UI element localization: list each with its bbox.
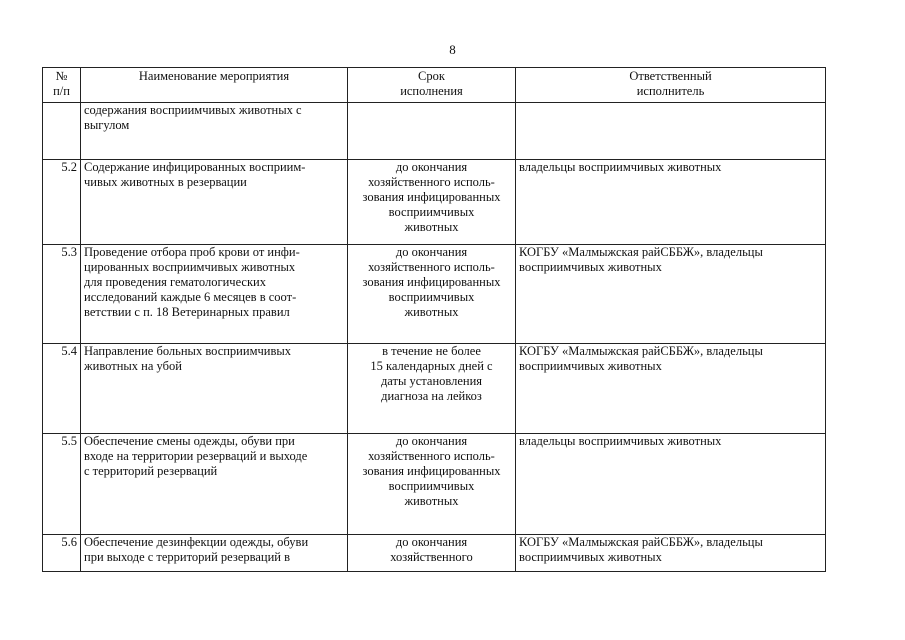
header-responsible: Ответственный исполнитель — [516, 68, 826, 103]
table-row — [43, 245, 826, 344]
row-measure-name: Проведение отбора проб крови от инфи- цированных восприимчивых животных для проведения гематологических исследований каждые 6 месяцев в соот- ветствии с п. 18 Ветеринарных правил — [81, 245, 348, 344]
row-number: 5.6 — [43, 535, 81, 572]
header-number: № п/п — [43, 68, 81, 103]
row-number: 5.3 — [43, 245, 81, 344]
row-responsible: КОГБУ «Малмыжская райСББЖ», владельцы восприимчивых животных — [516, 535, 826, 572]
row-number: 5.2 — [43, 160, 81, 245]
row-deadline: в течение не более 15 календарных дней с даты установления диагноза на лейкоз — [348, 344, 516, 434]
header-deadline: Срок исполнения — [348, 68, 516, 103]
row-deadline — [348, 103, 516, 160]
table-header-row — [43, 68, 826, 103]
page-number: 8 — [449, 42, 456, 57]
row-measure-name: Направление больных восприимчивых животных на убой — [81, 344, 348, 434]
row-measure-name: Обеспечение дезинфекции одежды, обуви при выходе с территорий резерваций в — [81, 535, 348, 572]
row-measure-name: Содержание инфицированных восприим- чивых животных в резервации — [81, 160, 348, 245]
header-measure-name: Наименование мероприятия — [81, 68, 348, 103]
measures-table — [42, 67, 826, 572]
row-deadline: до окончания хозяйственного исполь- зования инфицированных восприимчивых животных — [348, 160, 516, 245]
table-row — [43, 535, 826, 572]
table-row — [43, 103, 826, 160]
row-measure-name: содержания восприимчивых животных с выгулом — [81, 103, 348, 160]
row-responsible — [516, 103, 826, 160]
row-responsible: КОГБУ «Малмыжская райСББЖ», владельцы восприимчивых животных — [516, 344, 826, 434]
table-row — [43, 160, 826, 245]
row-deadline: до окончания хозяйственного исполь- зования инфицированных восприимчивых животных — [348, 434, 516, 535]
row-deadline: до окончания хозяйственного — [348, 535, 516, 572]
row-responsible: владельцы восприимчивых животных — [516, 160, 826, 245]
row-responsible: КОГБУ «Малмыжская райСББЖ», владельцы восприимчивых животных — [516, 245, 826, 344]
row-number: 5.5 — [43, 434, 81, 535]
row-measure-name: Обеспечение смены одежды, обуви при входе на территории резерваций и выходе с территорий резерваций — [81, 434, 348, 535]
table-row — [43, 434, 826, 535]
row-responsible: владельцы восприимчивых животных — [516, 434, 826, 535]
row-deadline: до окончания хозяйственного исполь- зования инфицированных восприимчивых животных — [348, 245, 516, 344]
row-number — [43, 103, 81, 160]
table-row — [43, 344, 826, 434]
row-number: 5.4 — [43, 344, 81, 434]
